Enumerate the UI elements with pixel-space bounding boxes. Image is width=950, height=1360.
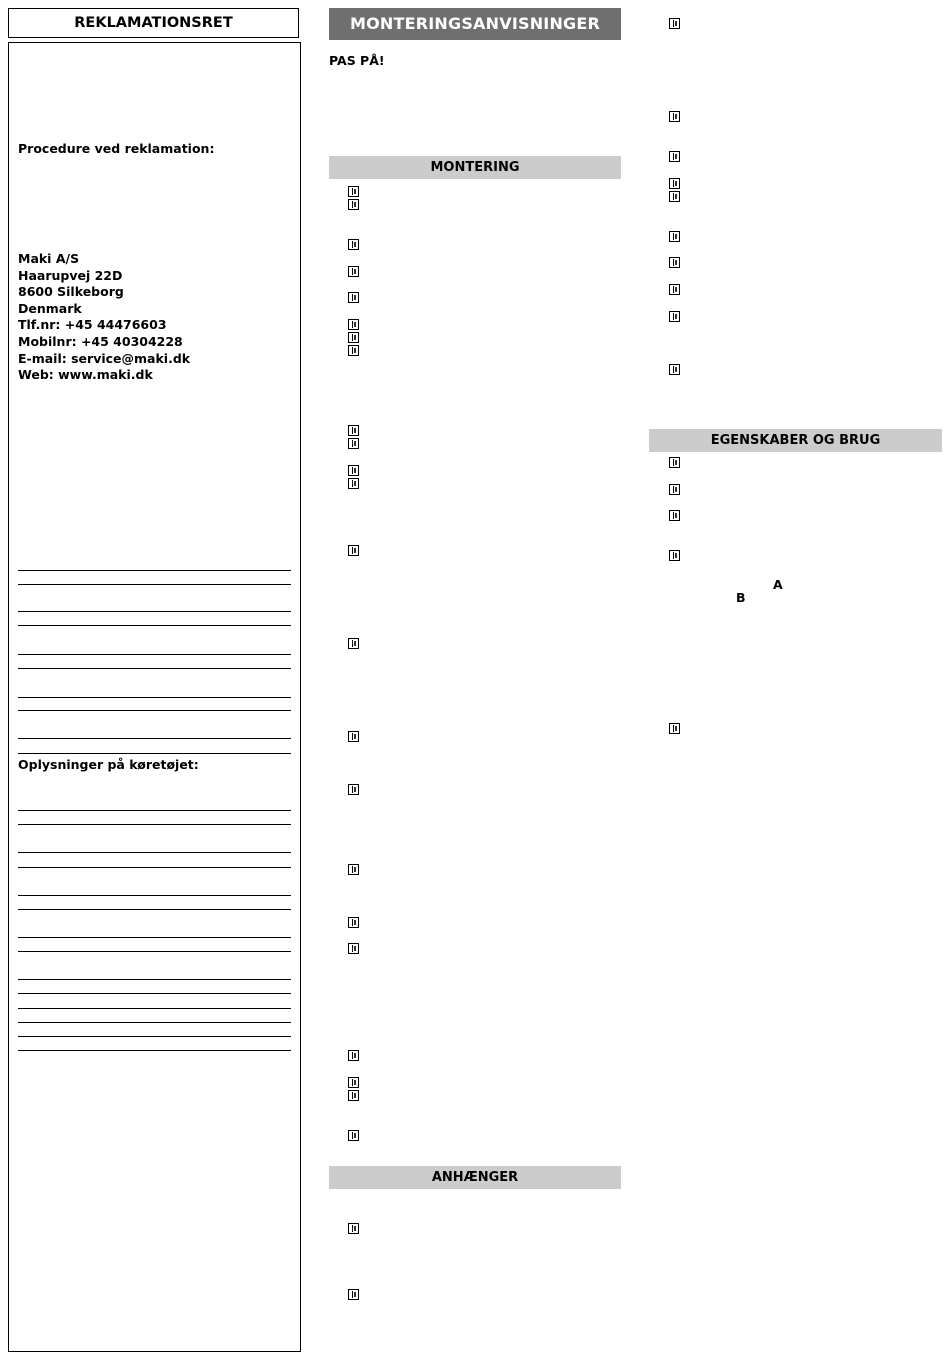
step-icon <box>669 457 680 468</box>
form-line <box>18 654 291 655</box>
step-icon <box>348 425 359 436</box>
form-line <box>18 909 291 910</box>
step-icon <box>669 550 680 561</box>
form-line <box>18 1022 291 1023</box>
form-line <box>18 824 291 825</box>
vehicle-heading: Oplysninger på køretøjet: <box>18 757 199 772</box>
contact-block <box>18 251 190 384</box>
form-line <box>18 738 291 739</box>
step-icon <box>348 186 359 197</box>
step-icon <box>669 484 680 495</box>
section-anhaenger: ANHÆNGER <box>329 1166 621 1189</box>
step-icon <box>669 723 680 734</box>
form-line <box>18 625 291 626</box>
form-line <box>18 1036 291 1037</box>
step-icon <box>669 364 680 375</box>
step-icon <box>348 864 359 875</box>
form-line <box>18 937 291 938</box>
form-line <box>18 810 291 811</box>
form-line <box>18 570 291 571</box>
step-icon <box>348 438 359 449</box>
step-icon <box>348 1090 359 1101</box>
form-line <box>18 668 291 669</box>
step-icon <box>669 311 680 322</box>
form-line <box>18 979 291 980</box>
form-line <box>18 867 291 868</box>
step-icon <box>348 1077 359 1088</box>
step-icon <box>348 1289 359 1300</box>
step-icon <box>348 943 359 954</box>
form-line <box>18 753 291 754</box>
contact-email: E-mail: service@maki.dk <box>18 350 191 366</box>
form-line <box>18 895 291 896</box>
step-icon <box>348 478 359 489</box>
label-b: B <box>736 590 746 605</box>
form-line <box>18 1008 291 1009</box>
form-line <box>18 611 291 612</box>
step-icon <box>669 191 680 202</box>
contact-country: Denmark <box>18 300 82 316</box>
step-icon <box>669 111 680 122</box>
section-egenskaber: EGENSKABER OG BRUG <box>649 429 942 452</box>
step-icon <box>669 284 680 295</box>
form-line <box>18 852 291 853</box>
step-icon <box>348 545 359 556</box>
step-icon <box>669 178 680 189</box>
procedure-heading: Procedure ved reklamation: <box>18 141 215 156</box>
step-icon <box>348 199 359 210</box>
step-icon <box>669 257 680 268</box>
step-icon <box>348 1050 359 1061</box>
step-icon <box>348 292 359 303</box>
step-icon <box>348 345 359 356</box>
step-icon <box>348 1223 359 1234</box>
step-icon <box>348 731 359 742</box>
step-icon <box>669 231 680 242</box>
contact-mobile: Mobilnr: +45 40304228 <box>18 333 183 349</box>
step-icon <box>348 465 359 476</box>
step-icon <box>348 1130 359 1141</box>
step-icon <box>669 510 680 521</box>
contact-street: Haarupvej 22D <box>18 267 123 283</box>
warning-label: PAS PÅ! <box>329 53 385 68</box>
step-icon <box>348 917 359 928</box>
step-icon <box>348 266 359 277</box>
form-line <box>18 951 291 952</box>
form-line <box>18 697 291 698</box>
step-icon <box>348 332 359 343</box>
step-icon <box>348 239 359 250</box>
step-icon <box>348 319 359 330</box>
contact-web: Web: www.maki.dk <box>18 367 153 383</box>
contact-phone: Tlf.nr: +45 44476603 <box>18 317 167 333</box>
step-icon <box>669 151 680 162</box>
form-line <box>18 993 291 994</box>
section-montering: MONTERING <box>329 156 621 179</box>
label-a: A <box>773 577 783 592</box>
form-line <box>18 710 291 711</box>
main-title: MONTERINGSANVISNINGER <box>329 8 621 40</box>
reklamation-title: REKLAMATIONSRET <box>8 8 299 38</box>
contact-company: Maki A/S <box>18 251 80 266</box>
form-line <box>18 1050 291 1051</box>
step-icon <box>669 18 680 29</box>
step-icon <box>348 638 359 649</box>
form-line <box>18 584 291 585</box>
step-icon <box>348 784 359 795</box>
contact-city: 8600 Silkeborg <box>18 284 124 300</box>
